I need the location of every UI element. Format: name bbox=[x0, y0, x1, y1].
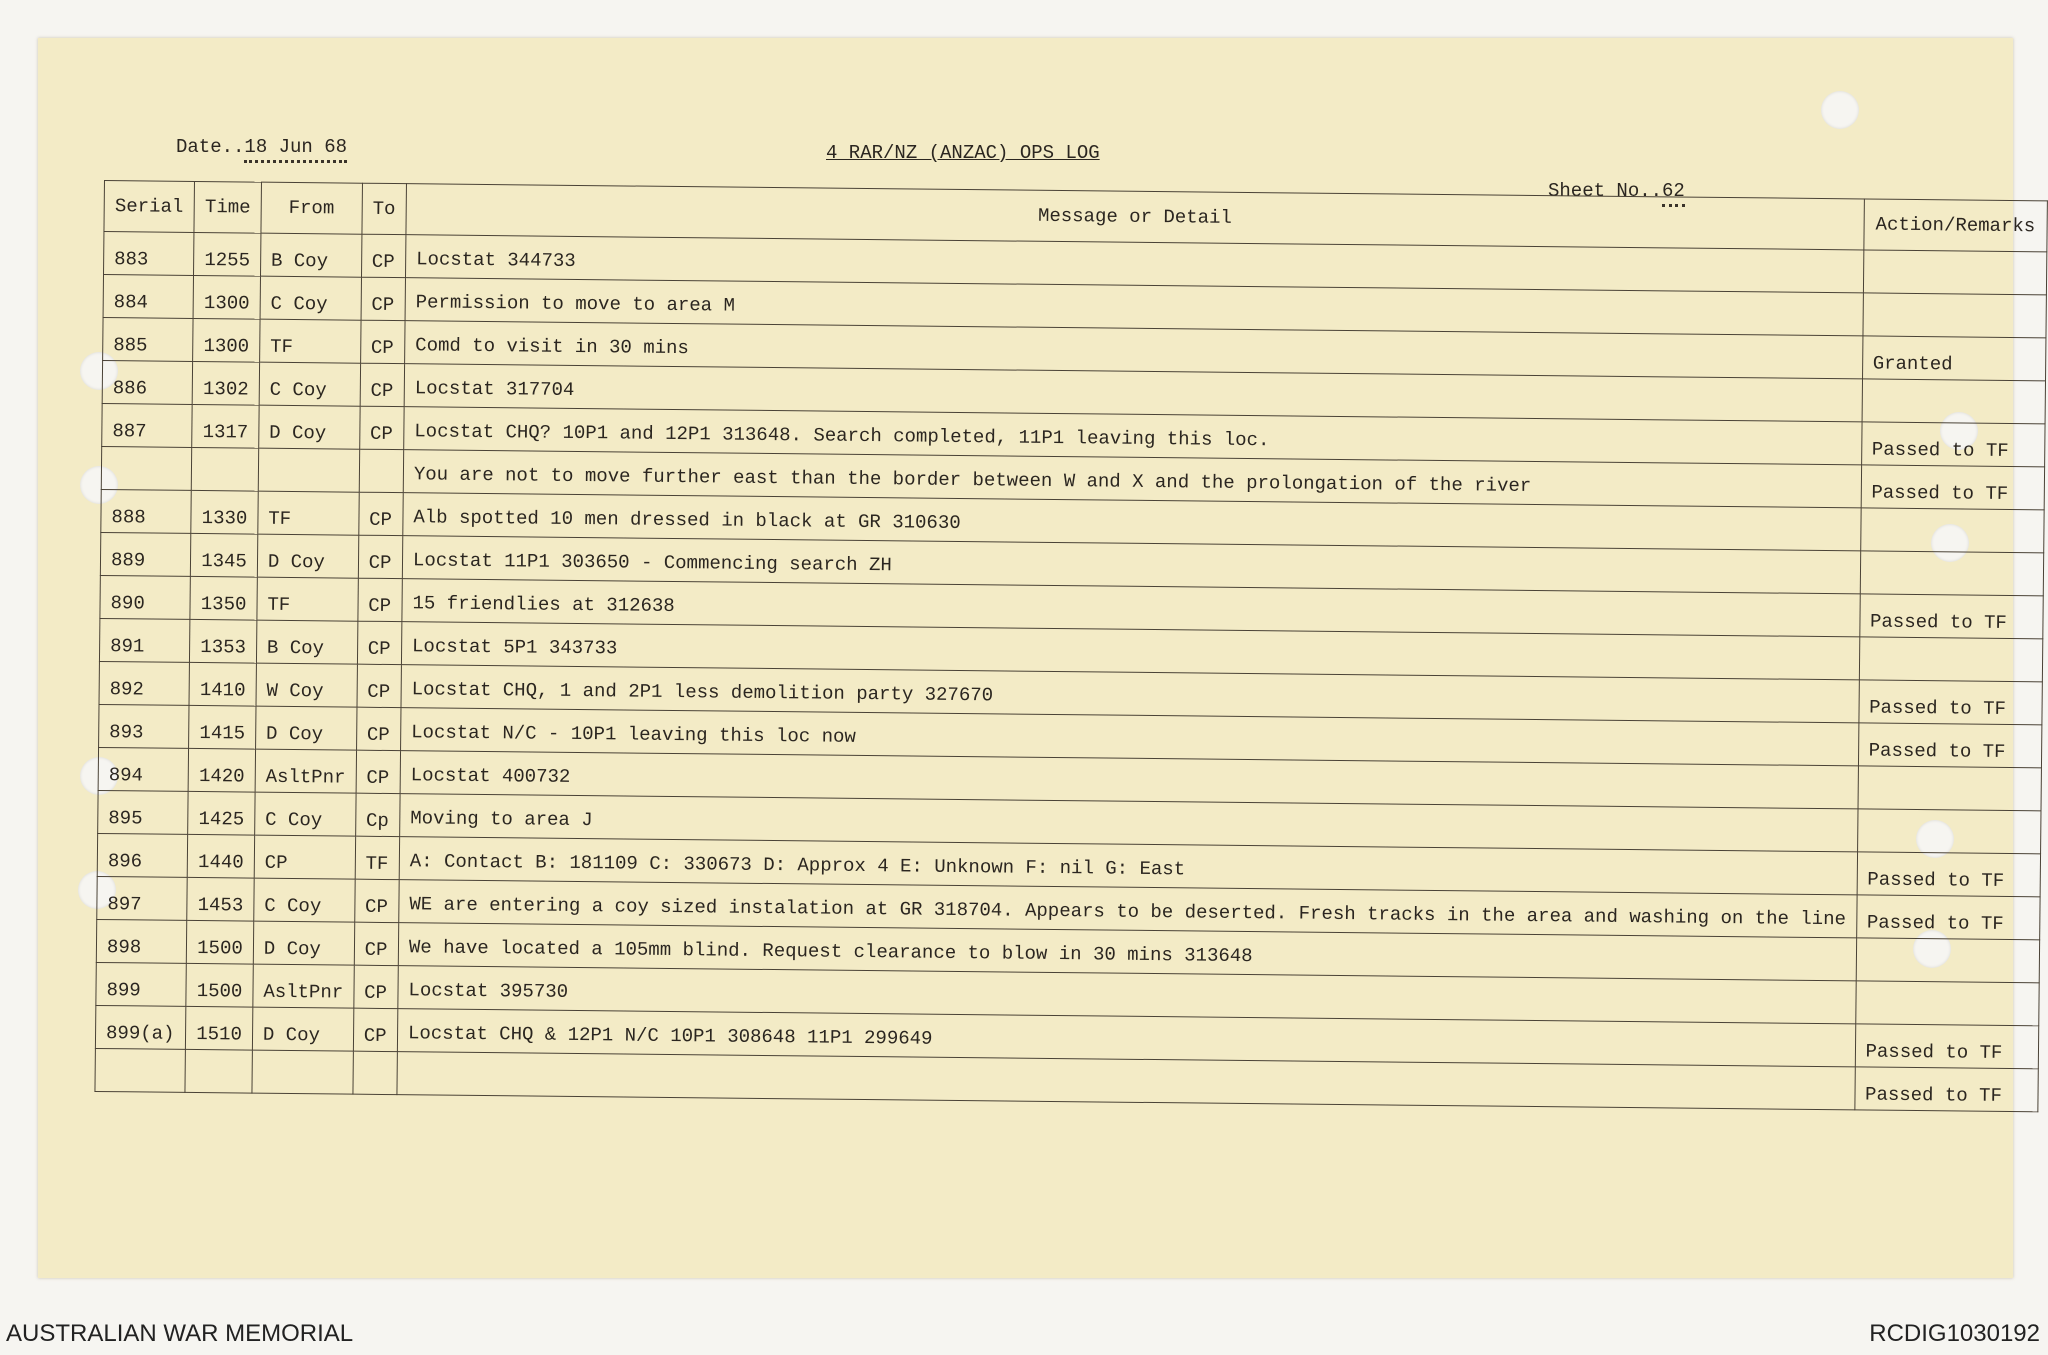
cell-from: TF bbox=[258, 491, 359, 535]
cell-message: A: Contact B: 181109 C: 330673 D: Approx 4 E: Unknown F: nil G: East bbox=[399, 837, 1857, 895]
cell-from bbox=[252, 1050, 353, 1094]
cell-message: 15 friendlies at 312638 bbox=[402, 579, 1860, 637]
date-field bbox=[176, 136, 347, 158]
cell-serial: 892 bbox=[99, 661, 189, 705]
cell-serial: 893 bbox=[99, 704, 189, 748]
cell-serial: 888 bbox=[101, 489, 191, 533]
cell-message: Moving to area J bbox=[400, 794, 1858, 852]
cell-serial: 883 bbox=[104, 232, 194, 276]
cell-message: Locstat 344733 bbox=[405, 235, 1863, 293]
cell-from: C Coy bbox=[259, 362, 360, 406]
cell-serial: 898 bbox=[96, 919, 186, 963]
cell-time: 1425 bbox=[187, 791, 255, 835]
cell-time: 1302 bbox=[192, 361, 260, 405]
cell-time: 1500 bbox=[186, 920, 254, 964]
cell-to: CP bbox=[353, 1008, 398, 1051]
cell-to: TF bbox=[355, 836, 400, 879]
cell-action bbox=[1860, 551, 2044, 596]
cell-from: C Coy bbox=[260, 276, 361, 320]
cell-from: D Coy bbox=[255, 706, 356, 750]
cell-action: Passed to TF bbox=[1859, 594, 2043, 639]
cell-time: 1350 bbox=[190, 576, 258, 620]
cell-serial: 887 bbox=[102, 403, 192, 447]
cell-serial: 889 bbox=[100, 532, 190, 576]
cell-from: B Coy bbox=[260, 233, 361, 277]
cell-to: CP bbox=[356, 750, 401, 793]
sheet-value: 62 bbox=[1662, 180, 1685, 207]
cell-message: Comd to visit in 30 mins bbox=[405, 321, 1863, 379]
cell-message: Locstat CHQ & 12P1 N/C 10P1 308648 11P1 299649 bbox=[397, 1009, 1855, 1067]
cell-time: 1317 bbox=[191, 404, 259, 448]
col-time: Time bbox=[194, 181, 262, 233]
cell-action: Passed to TF bbox=[1858, 723, 2042, 768]
cell-serial bbox=[101, 446, 191, 490]
cell-time: 1440 bbox=[187, 834, 255, 878]
cell-action bbox=[1862, 379, 2046, 424]
cell-time: 1345 bbox=[190, 533, 258, 577]
punch-hole bbox=[1821, 91, 1859, 129]
cell-to: CP bbox=[357, 621, 402, 664]
cell-to: CP bbox=[358, 492, 403, 535]
cell-message: Locstat N/C - 10P1 leaving this loc now bbox=[400, 708, 1858, 766]
cell-time: 1330 bbox=[191, 490, 259, 534]
cell-to: CP bbox=[357, 664, 402, 707]
cell-action bbox=[1856, 938, 2040, 983]
cell-time bbox=[191, 447, 259, 491]
cell-from: D Coy bbox=[257, 534, 358, 578]
col-to: To bbox=[362, 183, 407, 234]
cell-action: Granted bbox=[1862, 336, 2046, 381]
cell-action bbox=[1863, 293, 2047, 338]
cell-to: CP bbox=[354, 922, 399, 965]
date-value: 18 Jun 68 bbox=[244, 136, 347, 163]
cell-message: Locstat 400732 bbox=[400, 751, 1858, 809]
col-action: Action/Remarks bbox=[1863, 199, 2047, 252]
cell-from bbox=[258, 448, 359, 492]
cell-time: 1453 bbox=[187, 877, 255, 921]
cell-to bbox=[353, 1051, 398, 1094]
cell-from: C Coy bbox=[255, 792, 356, 836]
cell-to: CP bbox=[361, 277, 406, 320]
cell-serial bbox=[95, 1048, 185, 1092]
cell-message: Alb spotted 10 men dressed in black at GR 310630 bbox=[403, 493, 1861, 551]
cell-to: CP bbox=[354, 965, 399, 1008]
cell-from: AsltPnr bbox=[255, 749, 356, 793]
cell-action: Passed to TF bbox=[1861, 422, 2045, 467]
cell-time: 1510 bbox=[185, 1006, 253, 1050]
cell-from: D Coy bbox=[259, 405, 360, 449]
cell-from: D Coy bbox=[253, 921, 354, 965]
cell-to: CP bbox=[360, 320, 405, 363]
cell-time: 1415 bbox=[188, 705, 256, 749]
col-serial: Serial bbox=[104, 181, 194, 233]
cell-time: 1300 bbox=[193, 275, 261, 319]
cell-from: C Coy bbox=[254, 878, 355, 922]
cell-to bbox=[359, 449, 404, 492]
cell-action bbox=[1860, 508, 2044, 553]
cell-time: 1255 bbox=[193, 232, 261, 276]
cell-action: Passed to TF bbox=[1858, 680, 2042, 725]
cell-from: TF bbox=[257, 577, 358, 621]
sheet-label: Sheet No.. bbox=[1548, 180, 1663, 202]
cell-message: We have located a 105mm blind. Request clearance to blow in 30 mins 313648 bbox=[398, 923, 1856, 981]
cell-to: Cp bbox=[355, 793, 400, 836]
cell-action: Passed to TF bbox=[1856, 895, 2040, 940]
cell-time: 1410 bbox=[189, 662, 257, 706]
cell-action bbox=[1858, 766, 2042, 811]
cell-serial: 895 bbox=[98, 790, 188, 834]
cell-serial: 891 bbox=[99, 618, 189, 662]
cell-time: 1300 bbox=[192, 318, 260, 362]
cell-to: CP bbox=[356, 707, 401, 750]
cell-from: TF bbox=[259, 319, 360, 363]
cell-serial: 897 bbox=[97, 876, 187, 920]
cell-serial: 894 bbox=[98, 747, 188, 791]
cell-action: Passed to TF bbox=[1861, 465, 2045, 510]
cell-serial: 886 bbox=[102, 360, 192, 404]
cell-time: 1420 bbox=[188, 748, 256, 792]
cell-time: 1353 bbox=[189, 619, 257, 663]
cell-from: CP bbox=[254, 835, 355, 879]
cell-serial: 899 bbox=[96, 962, 186, 1006]
cell-serial: 896 bbox=[97, 833, 187, 877]
cell-serial: 899(a) bbox=[95, 1005, 185, 1049]
cell-from: W Coy bbox=[256, 663, 357, 707]
col-from: From bbox=[261, 182, 362, 234]
cell-to: CP bbox=[359, 406, 404, 449]
cell-message: Locstat 317704 bbox=[404, 364, 1862, 422]
cell-action bbox=[1863, 250, 2047, 295]
cell-to: CP bbox=[361, 234, 406, 277]
log-body bbox=[95, 232, 2047, 1112]
ops-log-table bbox=[94, 180, 2047, 1112]
cell-message: Locstat 395730 bbox=[398, 966, 1856, 1024]
cell-action bbox=[1859, 637, 2043, 682]
cell-serial: 884 bbox=[103, 275, 193, 319]
cell-message: Locstat CHQ, 1 and 2P1 less demolition party 327670 bbox=[401, 665, 1859, 723]
cell-serial: 885 bbox=[103, 317, 193, 361]
cell-message: Locstat 11P1 303650 - Commencing search ZH bbox=[402, 536, 1860, 594]
cell-action: Passed to TF bbox=[1854, 1067, 2038, 1112]
cell-time: 1500 bbox=[186, 963, 254, 1007]
footer-id: RCDIG1030192 bbox=[1869, 1320, 2040, 1347]
cell-message: WE are entering a coy sized instalation at GR 318704. Appears to be deserted. Fresh tracks in the area and washing on the line bbox=[399, 880, 1857, 938]
cell-to: CP bbox=[354, 879, 399, 922]
cell-serial: 890 bbox=[100, 575, 190, 619]
cell-to: CP bbox=[358, 578, 403, 621]
cell-message: You are not to move further east than the border between W and X and the prolongation of the river bbox=[403, 450, 1861, 508]
cell-action: Passed to TF bbox=[1855, 1024, 2039, 1069]
cell-message: Permission to move to area M bbox=[405, 278, 1863, 336]
footer-credit: AUSTRALIAN WAR MEMORIAL bbox=[6, 1320, 354, 1347]
cell-action bbox=[1857, 809, 2041, 854]
cell-to: CP bbox=[358, 535, 403, 578]
cell-from: AsltPnr bbox=[253, 964, 354, 1008]
col-message: Message or Detail bbox=[406, 184, 1864, 250]
cell-time bbox=[185, 1049, 253, 1093]
date-label: Date.. bbox=[176, 136, 245, 158]
cell-message: Locstat CHQ? 10P1 and 12P1 313648. Search completed, 11P1 leaving this loc. bbox=[404, 407, 1862, 465]
cell-from: B Coy bbox=[256, 620, 357, 664]
cell-from: D Coy bbox=[252, 1007, 353, 1051]
cell-action bbox=[1855, 981, 2039, 1026]
cell-action: Passed to TF bbox=[1857, 852, 2041, 897]
log-title: 4 RAR/NZ (ANZAC) OPS LOG bbox=[826, 142, 1100, 164]
cell-to: CP bbox=[360, 363, 405, 406]
cell-message: Locstat 5P1 343733 bbox=[401, 622, 1859, 680]
